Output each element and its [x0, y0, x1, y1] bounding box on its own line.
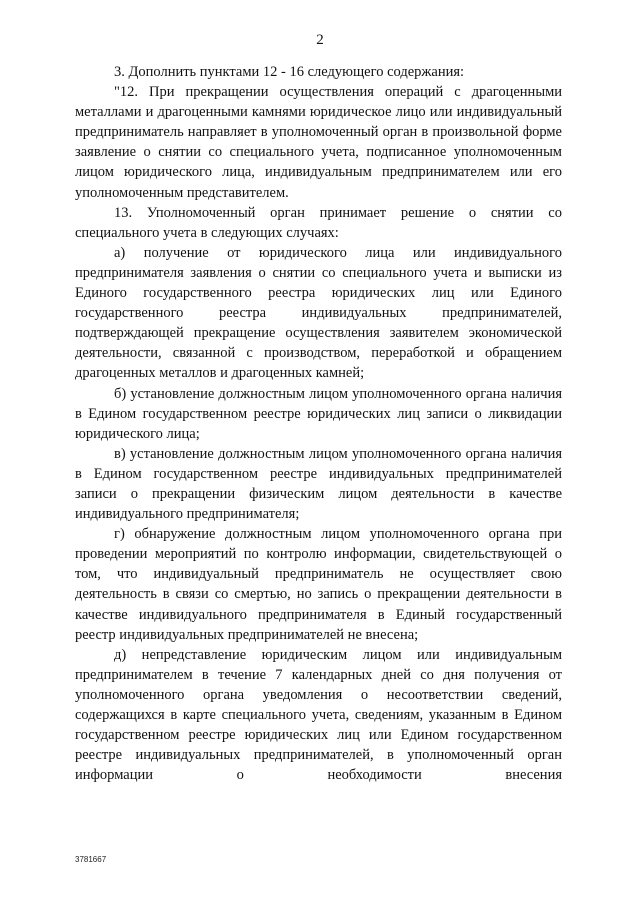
- document-id: 3781667: [75, 855, 107, 864]
- document-body: [75, 62, 562, 785]
- paragraph-subitem-d: д) непредставление юридическим лицом или индивидуальным предпринимателем в течение 7 календарных дней со дня получения от уполномоченного органа уведомления о несоответствии сведений, содержащихся в карте специального учета, сведениям, указанным в Едином государственном реестре юридических лиц или Едином государственном реестре индивидуальных предпринимателей, в уполномоченный орган информации о необходимости внесения: [75, 646, 562, 784]
- paragraph-subitem-g: г) обнаружение должностным лицом уполномоченного органа при проведении мероприятий по контролю информации, свидетельствующей о том, что индивидуальный предприниматель не осуществляет свою деятельность в связи со смертью, но запись о прекращении деятельности в качестве индивидуального предпринимателя в Единый государственный реестр индивидуальных предпринимателей не внесена;: [75, 526, 562, 643]
- paragraph-subitem-v: в) установление должностным лицом уполномоченного органа наличия в Едином государственном реестре индивидуальных предпринимателей записи о прекращении физическим лицом деятельности в качестве индивидуального предпринимателя;: [75, 445, 562, 523]
- paragraph-subitem-a: а) получение от юридического лица или индивидуального предпринимателя заявления о снятии со специального учета и выписки из Единого государственного реестра юридических лиц или Единого государственного реестра индивидуальных предпринимателей, подтверждающей прекращение осуществления заявителем экономической деятельности, связанной с производством, переработкой и обращением драгоценных металлов и драгоценных камней;: [75, 244, 562, 382]
- paragraph-item-12: "12. При прекращении осуществления операций с драгоценными металлами и драгоценными камнями юридическое лицо или индивидуальный предприниматель направляет в уполномоченный орган в произвольной форме заявление о снятии со специального учета, подписанное уполномоченным лицом юридического лица, индивидуальным предпринимателем или его уполномоченным представителем.: [75, 84, 562, 201]
- paragraph-item-13: 13. Уполномоченный орган принимает решение о снятии со специального учета в следующих случаях:: [75, 204, 562, 241]
- paragraph-subitem-b: б) установление должностным лицом уполномоченного органа наличия в Едином государственном реестре юридических лиц записи о ликвидации юридического лица;: [75, 385, 562, 442]
- paragraph-amendment-intro: 3. Дополнить пунктами 12 - 16 следующего содержания:: [114, 64, 465, 80]
- page-number: 2: [316, 32, 324, 48]
